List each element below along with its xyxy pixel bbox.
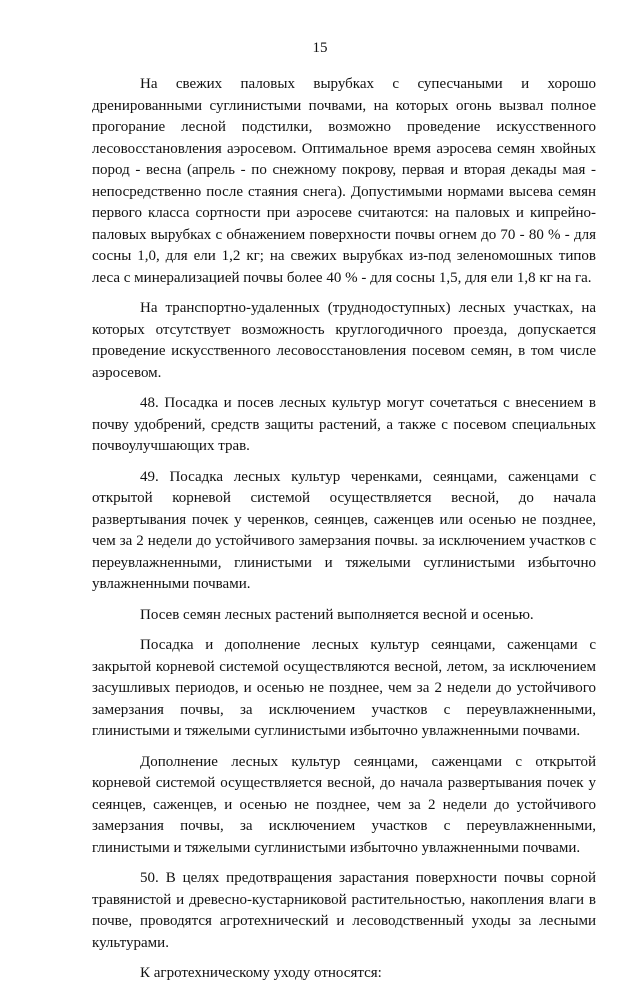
paragraph-open-root-addition: Дополнение лесных культур сеянцами, саженцами с открытой корневой системой осуществляется весной, до начала развертывания почек у сеянцев, саженцев, и осенью не позднее, чем за 2 недели до устойчивого замерзания почвы, за исключением участков с переувлажненными, глинистыми и тяжелыми суглинистыми избыточно увлажненными почвами. bbox=[92, 753, 596, 856]
document-body bbox=[92, 74, 596, 994]
paragraph-seed-sowing: Посев семян лесных растений выполняется весной и осенью. bbox=[140, 606, 534, 623]
paragraph-aerial-seeding: На свежих паловых вырубках с супесчаными и хорошо дренированными суглинистыми почвами, на которых огонь вызвал полное прогорание лесной подстилки, возможно проведение искусственного лесовосстановления аэросевом. Оптимальное время аэросева семян хвойных пород - весна (апрель - по снежному покрову, первая и вторая декады мая - непосредственно после стаяния снега). Допустимыми нормами высева семян первого класса сортности при аэросеве считаются: на паловых и кипрейно-паловых вырубках с обнажением поверхности почвы огнем до 70 - 80 % - для сосны 1,0, для ели 1,2 кг; на свежих вырубках из-под зеленомошных типов леса с минерализацией почвы более 40 % - для сосны 1,5, для ели 1,8 кг на га. bbox=[92, 76, 596, 286]
paragraph-item-48: 48. Посадка и посев лесных культур могут сочетаться с внесением в почву удобрений, средств защиты растений, а также с посевом специальных почвоулучшающих трав. bbox=[92, 395, 596, 454]
paragraph-item-50: 50. В целях предотвращения зарастания поверхности почвы сорной травянистой и древесно-кустарниковой растительностью, накопления влаги в почве, проводятся агротехнический и лесоводственный уходы за лесными культурами. bbox=[92, 870, 596, 951]
paragraph-item-49: 49. Посадка лесных культур черенками, сеянцами, саженцами с открытой корневой системой осуществляется весной, до начала развертывания почек у черенков, сеянцев, саженцев или осенью не позднее, чем за 2 недели до устойчивого замерзания почвы. за исключением участков с переувлажненными, глинистыми и тяжелыми суглинистыми избыточно увлажненными почвами. bbox=[92, 468, 596, 592]
paragraph-closed-root-planting: Посадка и дополнение лесных культур сеянцами, саженцами с закрытой корневой системой осуществляются весной, летом, за исключением засушливых периодов, и осенью не позднее, чем за 2 недели до устойчивого замерзания почвы, за исключением участков с переувлажненными, глинистыми и тяжелыми суглинистыми избыточно увлажненными почвами. bbox=[92, 637, 596, 739]
paragraph-agrotechnical-care: К агротехническому уходу относятся: bbox=[140, 965, 382, 981]
paragraph-remote-areas: На транспортно-удаленных (труднодоступных) лесных участках, на которых отсутствует возможность круглогодичного проезда, допускается проведение искусственного лесовосстановления посевом семян, в том числе аэросевом. bbox=[92, 300, 596, 381]
page-number: 15 bbox=[312, 40, 328, 56]
